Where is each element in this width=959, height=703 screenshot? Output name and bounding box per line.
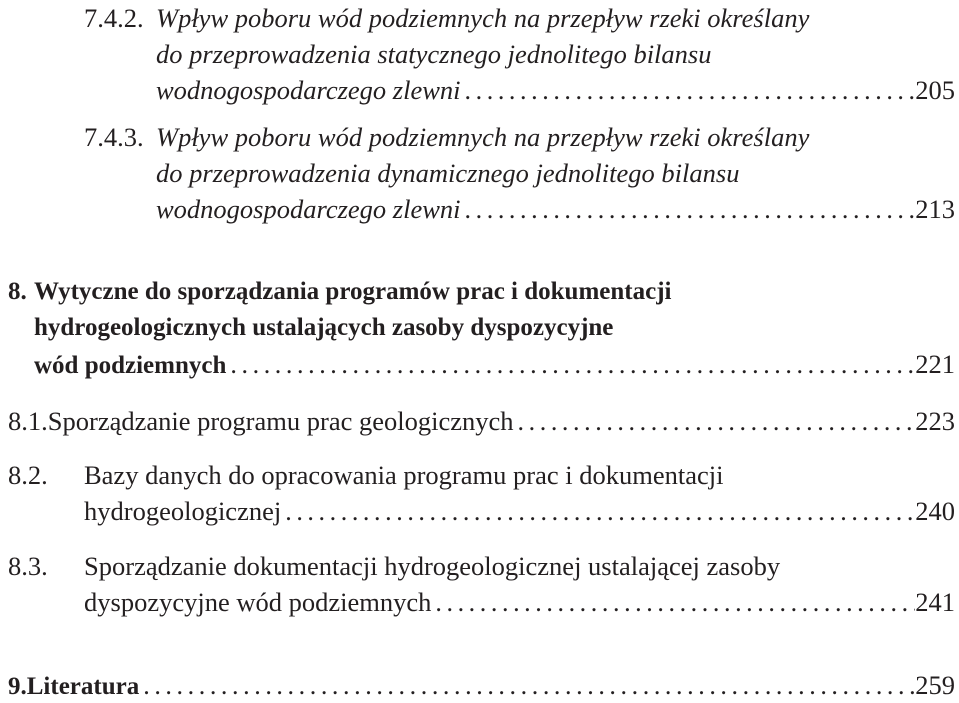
toc-entry-title-line: hydrogeologicznej xyxy=(84,496,282,526)
dot-leader xyxy=(431,585,915,620)
toc-entry-8-1 xyxy=(8,403,955,439)
toc-entry-last-line xyxy=(8,493,955,529)
dot-leader xyxy=(514,404,916,439)
toc-page-number[interactable]: 213 xyxy=(915,194,955,224)
toc-entry-title-line: Sporządzanie dokumentacji hydrogeologicznej ustalającej zasoby xyxy=(84,551,781,581)
toc-entry-title-line: Wpływ poboru wód podziemnych na przepływ rzeki określany xyxy=(156,122,810,152)
toc-entry-8 xyxy=(8,274,955,382)
toc-entry-title-line: wodnogospodarczego zlewni xyxy=(156,194,461,224)
toc-entry-line xyxy=(84,155,955,191)
toc-entry-line xyxy=(84,0,955,36)
toc-entry-8-3 xyxy=(8,548,955,620)
toc-entry-line xyxy=(8,310,955,346)
toc-entry-title-line: Wpływ poboru wód podziemnych na przepływ rzeki określany xyxy=(156,3,810,33)
toc-entry-number: 8. xyxy=(8,278,27,305)
dot-leader xyxy=(226,347,915,382)
toc-entry-line xyxy=(8,274,955,310)
toc-entry-number: 8.1. xyxy=(8,406,48,436)
toc-entry-number: 7.4.3. xyxy=(84,122,144,152)
toc-entry-title-line: hydrogeologicznych ustalających zasoby dyspozycyjne xyxy=(34,314,614,341)
toc-entry-title-line: Sporządzanie programu prac geologicznych xyxy=(47,406,514,436)
dot-leader xyxy=(461,73,916,108)
toc-entry-number: 8.2. xyxy=(8,460,48,490)
toc-entry-last-line xyxy=(84,72,955,108)
toc-entry-title-line: do przeprowadzenia statycznego jednolitego bilansu xyxy=(156,39,712,69)
dot-leader xyxy=(281,494,915,529)
dot-leader xyxy=(461,192,916,227)
toc-entry-last-line xyxy=(8,346,955,382)
toc-page-number[interactable]: 241 xyxy=(915,587,955,617)
toc-entry-line xyxy=(8,548,955,584)
toc-entry-7-4-2 xyxy=(84,0,955,108)
toc-page-number[interactable]: 221 xyxy=(915,349,955,379)
toc-entry-line xyxy=(84,36,955,72)
toc-page-number[interactable]: 240 xyxy=(915,496,955,526)
toc-entry-title-line: wód podziemnych xyxy=(34,352,227,379)
toc-entry-8-2 xyxy=(8,457,955,529)
toc-entry-title-line: wodnogospodarczego zlewni xyxy=(156,75,461,105)
toc-entry-last-line xyxy=(8,403,955,439)
toc-entry-title-line: do przeprowadzenia dynamicznego jednolitego bilansu xyxy=(156,158,740,188)
toc-page-number[interactable]: 259 xyxy=(915,670,955,700)
toc-entry-last-line xyxy=(8,584,955,620)
toc-entry-7-4-3 xyxy=(84,119,955,227)
toc-entry-number: 8.3. xyxy=(8,551,48,581)
toc-entry-last-line xyxy=(8,667,955,703)
toc-entry-title-line: Literatura xyxy=(26,673,140,700)
toc-entry-title-line: Wytyczne do sporządzania programów prac i dokumentacji xyxy=(34,278,672,305)
toc-entry-number: 7.4.2. xyxy=(84,3,144,33)
toc-entry-last-line xyxy=(84,191,955,227)
toc-entry-title-line: dyspozycyjne wód podziemnych xyxy=(84,587,432,617)
toc-entry-line xyxy=(84,119,955,155)
toc-entry-9 xyxy=(8,667,955,703)
dot-leader xyxy=(139,668,915,703)
toc-entry-title-line: Bazy danych do opracowania programu prac i dokumentacji xyxy=(84,460,724,490)
toc-entry-number: 9. xyxy=(8,673,27,700)
toc-entry-line xyxy=(8,457,955,493)
toc-page-number[interactable]: 223 xyxy=(915,406,955,436)
toc-page-number[interactable]: 205 xyxy=(915,75,955,105)
